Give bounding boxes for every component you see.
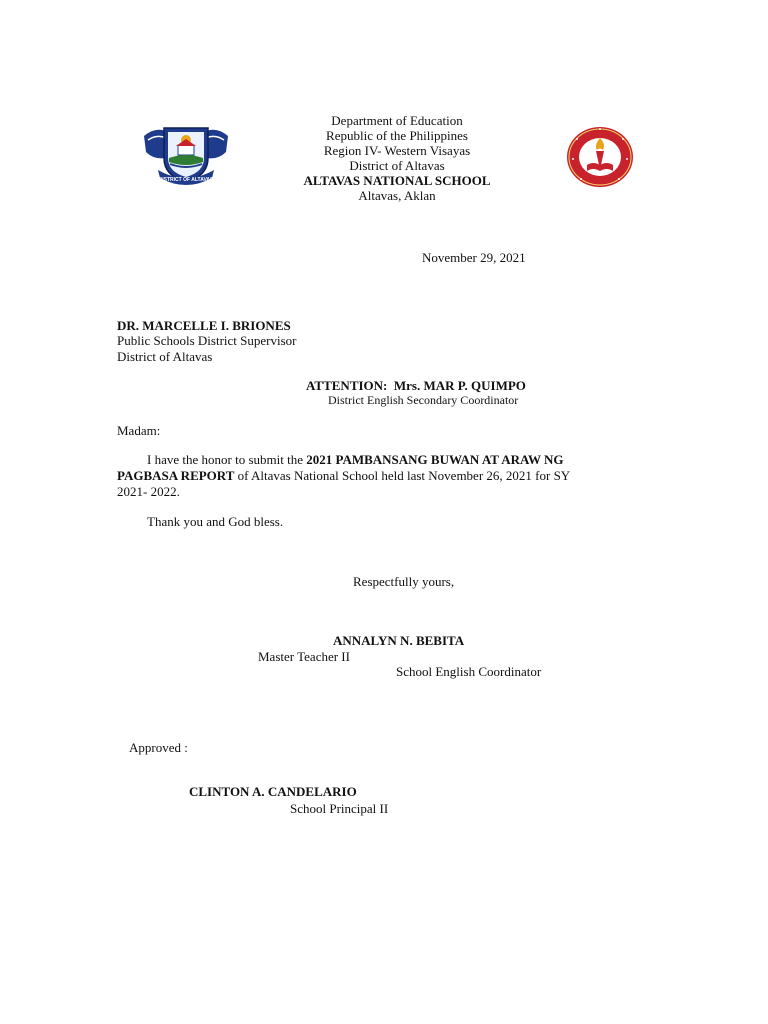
body-highlight-2: PAGBASA REPORT [117,468,235,483]
closing: Respectfully yours, [353,574,455,589]
sender-title-2: School English Coordinator [396,664,542,679]
letterhead-address: Altavas, Aklan [358,188,436,203]
attention-name: Mrs. MAR P. QUIMPO [393,378,526,393]
attention-label: ATTENTION: [306,378,388,393]
letterhead-school-name: ALTAVAS NATIONAL SCHOOL [303,173,491,188]
thanks-line: Thank you and God bless. [147,514,284,529]
approved-label: Approved : [129,740,188,755]
approver-name: CLINTON A. CANDELARIO [189,784,357,799]
approver-title: School Principal II [290,801,389,816]
letterhead-region: Region IV- Western Visayas [323,143,471,158]
recipient-name: DR. MARCELLE I. BRIONES [117,318,291,333]
letterhead [234,113,560,203]
sender-name: ANNALYN N. BEBITA [333,633,465,648]
letter-date: November 29, 2021 [422,250,526,265]
district-seal-logo [142,118,230,188]
body-rest-2: 2021- 2022. [117,484,180,499]
body-rest-1: of Altavas National School held last November 26, 2021 for SY [234,468,571,483]
salutation: Madam: [117,423,161,438]
body-paragraph [117,452,657,500]
recipient-title: Public Schools District Supervisor [117,333,297,348]
attention-title: District English Secondary Coordinator [328,393,519,407]
letterhead-republic: Republic of the Philippines [326,128,468,143]
svg-text:DISTRICT OF ALTAVAS: DISTRICT OF ALTAVAS [158,177,214,183]
letterhead-department: Department of Education [331,113,463,128]
body-intro: I have the honor to submit the [147,452,307,467]
body-highlight-1: 2021 PAMBANSANG BUWAN AT ARAW NG [306,452,564,467]
letterhead-district: District of Altavas [349,158,445,173]
school-seal-logo [565,125,635,189]
sender-title-1: Master Teacher II [258,649,350,664]
recipient-office: District of Altavas [117,349,213,364]
attention-line [306,378,526,393]
